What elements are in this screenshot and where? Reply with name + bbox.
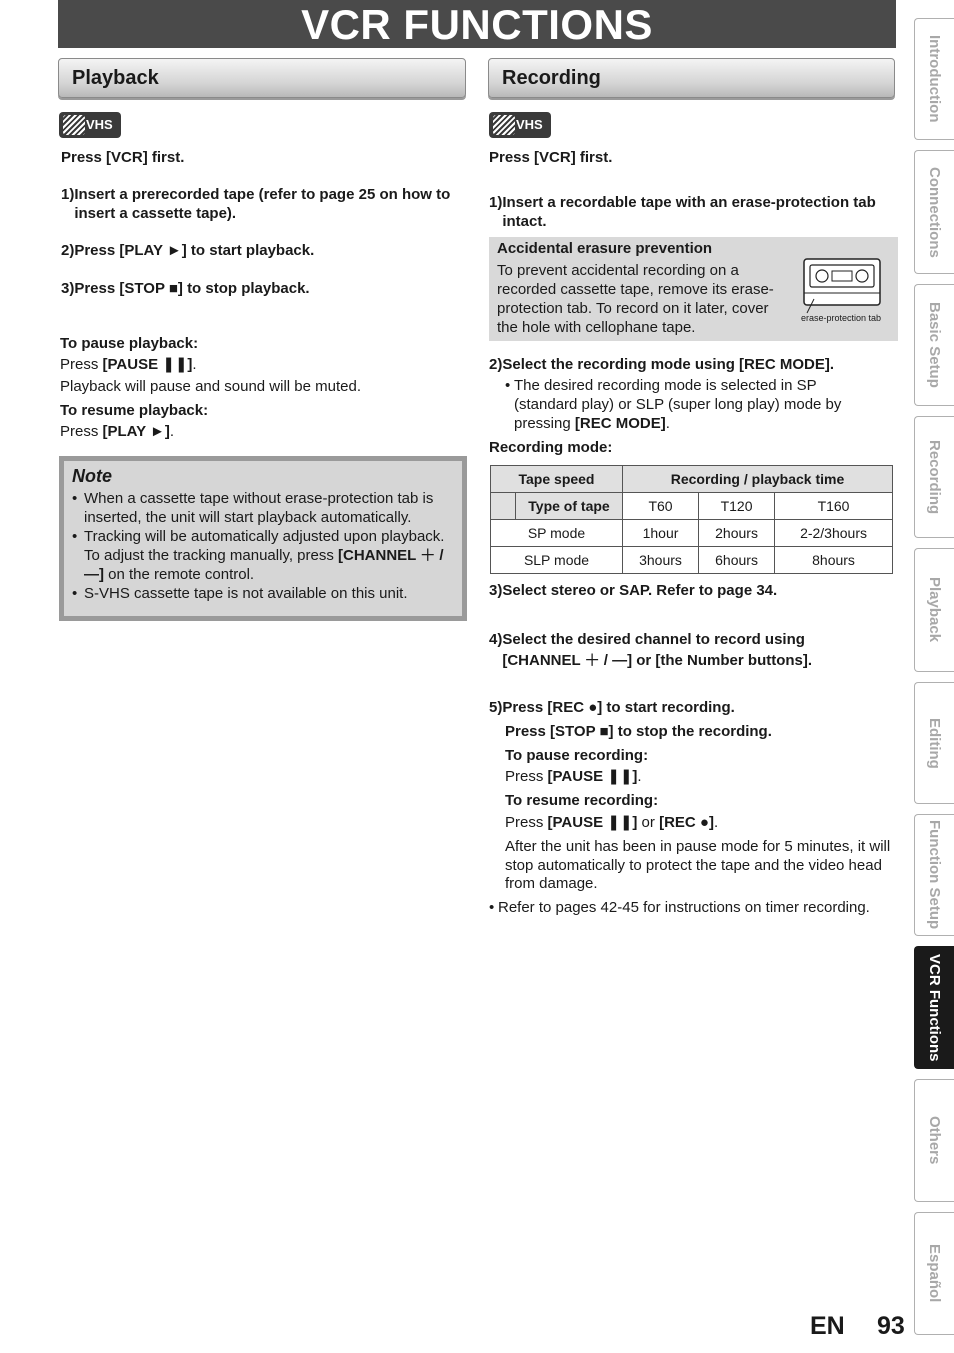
tab-recording[interactable]: Recording bbox=[914, 416, 954, 538]
recording-step-1: 1) Insert a recordable tape with an erase-protection tab intact. bbox=[489, 194, 876, 230]
recording-press-first: Press [VCR] first. bbox=[489, 149, 613, 166]
resume-recording-heading: To resume recording: bbox=[505, 792, 659, 809]
vhs-logo-text: VHS bbox=[516, 117, 543, 132]
page-title: VCR FUNCTIONS bbox=[58, 0, 896, 48]
recording-step-3: 3) Select stereo or SAP. Refer to page 34. bbox=[489, 582, 778, 599]
note-title: Note bbox=[72, 466, 112, 486]
playback-heading: Playback bbox=[58, 58, 466, 98]
pause-playback-instruction: Press [PAUSE ❚❚]. bbox=[60, 356, 197, 373]
recording-step-4: 4) Select the desired channel to record using [CHANNEL ＋ / —] or [the Number buttons]. bbox=[489, 631, 813, 669]
recording-step-2: 2) Select the recording mode using [REC MODE]. bbox=[489, 356, 835, 373]
tab-basic-setup[interactable]: Basic Setup bbox=[914, 284, 954, 406]
accidental-text: To prevent accidental recording on a recorded cassette tape, remove its erase-protection tab. To record on it later, cover the hole with cellophane tape. bbox=[497, 262, 774, 336]
tab-vcr-functions[interactable]: VCR Functions bbox=[914, 946, 954, 1069]
table-row: SP mode 1hour 2hours 2-2/3hours bbox=[491, 520, 893, 547]
accidental-erasure-box bbox=[489, 237, 898, 341]
playback-press-first: Press [VCR] first. bbox=[61, 149, 185, 166]
tab-others[interactable]: Others bbox=[914, 1079, 954, 1202]
table-empty-cell bbox=[491, 493, 516, 520]
playback-step-1: 1) Insert a prerecorded tape (refer to page 25 on how to insert a cassette tape). bbox=[61, 186, 451, 222]
pause-playback-desc: Playback will pause and sound will be muted. bbox=[60, 378, 362, 395]
tab-introduction[interactable]: Introduction bbox=[914, 18, 954, 140]
pause-playback-heading: To pause playback: bbox=[60, 335, 199, 352]
pause-recording-heading: To pause recording: bbox=[505, 747, 649, 764]
resume-playback-heading: To resume playback: bbox=[60, 402, 209, 419]
note-item: • When a cassette tape without erase-protection tab is inserted, the unit will start playback automatically. bbox=[72, 490, 434, 526]
page-number: 93 bbox=[877, 1312, 905, 1340]
table-header-rec-time: Recording / playback time bbox=[623, 466, 893, 493]
vhs-logo-text: VHS bbox=[86, 117, 113, 132]
table-header-tape-speed: Tape speed bbox=[491, 466, 623, 493]
recording-step-5: 5) Press [REC ●] to start recording. bbox=[489, 699, 735, 716]
vhs-logo-icon bbox=[59, 112, 121, 138]
footer-language: EN bbox=[810, 1312, 845, 1340]
accidental-title: Accidental erasure prevention bbox=[497, 240, 713, 257]
resume-recording-instruction: Press [PAUSE ❚❚] or [REC ●]. bbox=[505, 814, 719, 831]
tab-espanol[interactable]: Español bbox=[914, 1212, 954, 1335]
playback-step-2: 2) Press [PLAY ►] to start playback. bbox=[61, 242, 315, 259]
timer-recording-note: • Refer to pages 42-45 for instructions on timer recording. bbox=[489, 899, 870, 916]
table-row: SLP mode 3hours 6hours 8hours bbox=[491, 547, 893, 574]
erase-tab-caption: erase-protection tab bbox=[801, 313, 882, 323]
cassette-icon bbox=[802, 257, 884, 317]
table-col-header: T160 bbox=[775, 493, 893, 520]
pause-recording-instruction: Press [PAUSE ❚❚]. bbox=[505, 768, 642, 785]
table-col-header: T60 bbox=[623, 493, 699, 520]
note-box bbox=[59, 456, 467, 621]
rec-mode-bullet: • The desired recording mode is selected in SP (standard play) or SLP (super long play) mode by pressing [REC MODE]. bbox=[505, 377, 842, 432]
recording-mode-table bbox=[490, 465, 893, 574]
stop-recording-line: Press [STOP ■] to stop the recording. bbox=[505, 723, 772, 740]
note-item: • Tracking will be automatically adjusted upon playback. To adjust the tracking manually, press [CHANNEL ＋ / —] on the remote control. bbox=[72, 528, 445, 583]
tab-playback[interactable]: Playback bbox=[914, 548, 954, 672]
tab-function-setup[interactable]: Function Setup bbox=[914, 814, 954, 936]
resume-playback-instruction: Press [PLAY ►]. bbox=[60, 423, 175, 440]
table-header-type: Type of tape bbox=[516, 493, 623, 520]
tab-editing[interactable]: Editing bbox=[914, 682, 954, 804]
recording-heading: Recording bbox=[488, 58, 895, 98]
vhs-logo-icon bbox=[489, 112, 551, 138]
tab-connections[interactable]: Connections bbox=[914, 150, 954, 274]
table-col-header: T120 bbox=[699, 493, 775, 520]
auto-stop-note: After the unit has been in pause mode for 5 minutes, it will stop automatically to protect the tape and the video head from damage. bbox=[505, 838, 891, 892]
playback-step-3: 3) Press [STOP ■] to stop playback. bbox=[61, 280, 310, 297]
note-item: • S-VHS cassette tape is not available on this unit. bbox=[72, 585, 408, 602]
recording-mode-heading: Recording mode: bbox=[489, 439, 613, 456]
